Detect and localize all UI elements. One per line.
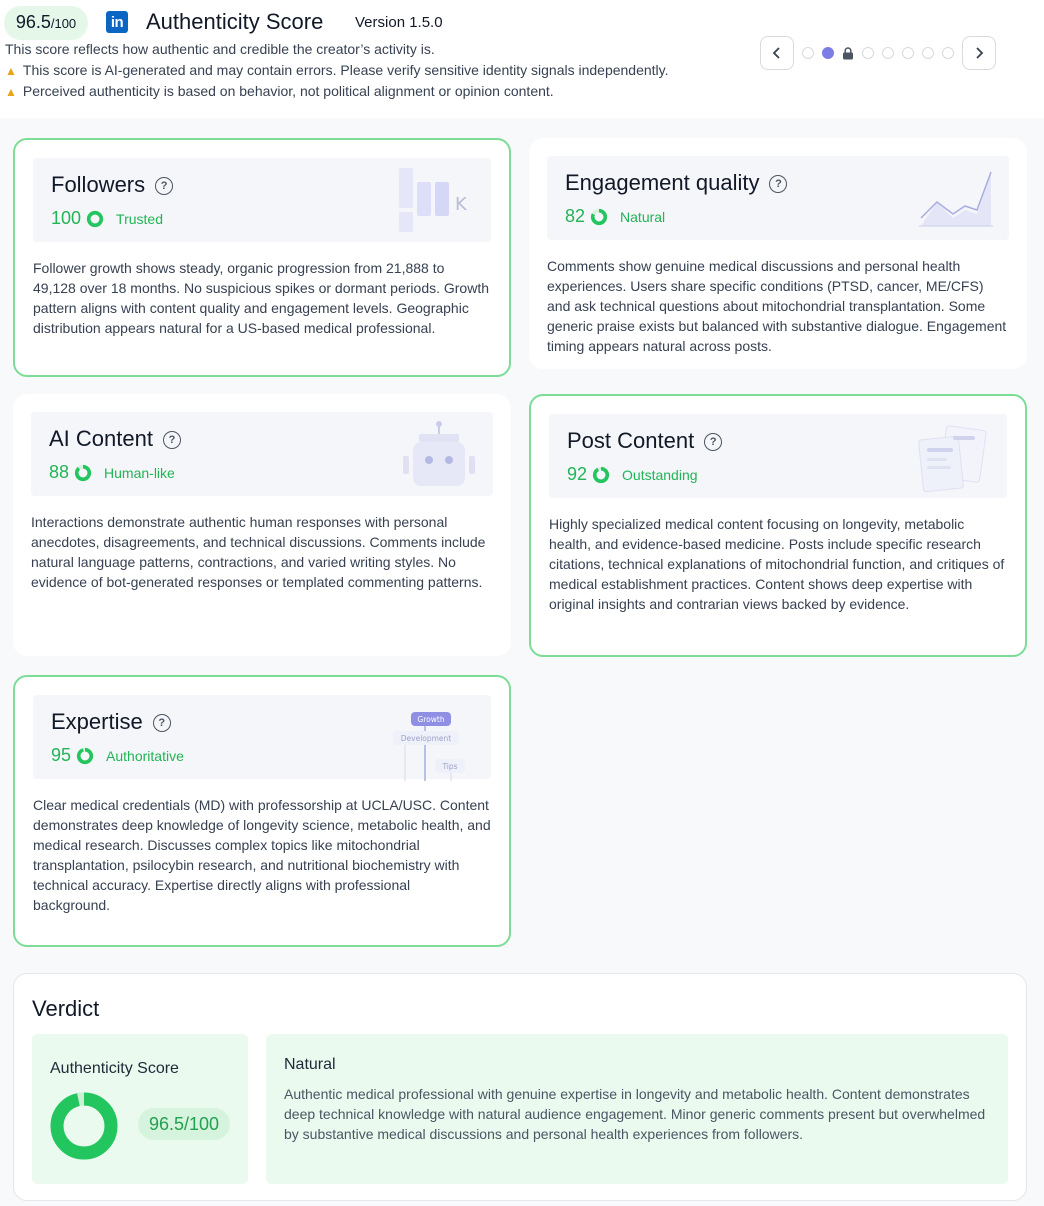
chevron-right-icon (973, 47, 985, 59)
expertise-card (13, 675, 511, 947)
overall-score-badge (4, 6, 88, 40)
tag-development: Development (400, 734, 452, 743)
followers-score (51, 208, 163, 229)
pager-dot-locked[interactable] (842, 47, 854, 59)
expertise-score (51, 745, 184, 766)
followers-card-header (33, 158, 491, 242)
overall-score-suffix: /100 (50, 16, 77, 31)
ai-content-description: Interactions demonstrate authentic human responses with personal anecdotes, disagreements, and technical discussions. Comments include natural language patterns, contractions, and varied writing styles. No evidence of bot-generated responses or templated commenting patterns. (31, 514, 486, 590)
followers-card (13, 138, 511, 377)
pager-dot[interactable] (922, 47, 934, 59)
expertise-title: Expertise (51, 709, 143, 734)
expertise-card-header (33, 695, 491, 779)
previous-button[interactable] (760, 36, 794, 70)
page-title: Authenticity Score (146, 9, 324, 34)
verdict-summary-box (266, 1034, 1008, 1184)
help-icon[interactable]: ? (153, 714, 171, 732)
next-button[interactable] (962, 36, 996, 70)
expertise-score-value: 95 (51, 745, 72, 765)
help-icon[interactable]: ? (163, 431, 181, 449)
warning-icon: ▲ (5, 64, 17, 78)
verdict-score-label: Authenticity Score (50, 1060, 179, 1077)
documents-illustration-icon (913, 420, 993, 498)
verdict-summary-body: Authentic medical professional with genuine expertise in longevity and metabolic health. Content demonstrates deep technical knowledge with natural audience engagement. Minor generic comments present but overwhelmed by substantive medical discussions and personal health experiences from followers. (284, 1086, 986, 1142)
pager-dot-active[interactable] (822, 47, 834, 59)
pager-dot[interactable] (942, 47, 954, 59)
expertise-score-label: Authoritative (106, 747, 184, 764)
score-ring-icon (590, 208, 608, 226)
followers-score-label: Trusted (116, 210, 163, 227)
warning-ai-generated: ▲ This score is AI-generated and may contain errors. Please verify sensitive identity signals independently. (5, 62, 669, 78)
pager-dot[interactable] (882, 47, 894, 59)
pager-dot[interactable] (902, 47, 914, 59)
ai-content-score (49, 462, 175, 483)
followers-description: Follower growth shows steady, organic progression from 21,888 to 49,128 over 18 months. No suspicious spikes or dormant periods. Growth pattern aligns with content quality and engagement levels. Geographic distribution appears natural for a US-based medical professional. (33, 260, 490, 336)
lock-icon (842, 47, 854, 60)
ai-content-card-header (31, 412, 493, 496)
verdict-summary-title: Natural (284, 1056, 336, 1073)
ai-content-card (13, 394, 511, 656)
post-content-card (529, 394, 1027, 657)
expertise-description: Clear medical credentials (MD) with professorship at UCLA/USC. Content demonstrates deep knowledge of longevity science, metabolic health, and medical research. Discusses complex topics like mitochondrial transplantation, psilocybin research, and nutritional biochemistry with technical accuracy. Expertise directly aligns with professional background. (33, 797, 491, 913)
score-description: This score reflects how authentic and credible the creator’s activity is. (5, 41, 435, 57)
engagement-score-value: 82 (565, 206, 586, 226)
verdict-score-ring-icon (48, 1090, 120, 1162)
score-ring-icon (76, 747, 94, 765)
verdict-title: Verdict (32, 996, 100, 1021)
score-ring-icon (74, 464, 92, 482)
robot-illustration-icon (399, 418, 479, 494)
verdict-section (13, 973, 1027, 1201)
engagement-card-header (547, 156, 1009, 240)
tags-illustration-icon (393, 701, 475, 785)
tag-growth: Growth (417, 715, 445, 724)
help-icon[interactable]: ? (769, 175, 787, 193)
post-content-description: Highly specialized medical content focusing on longevity, metabolic health, and evidence-based medicine. Posts include specific research citations, technical explanations of mitochondrial function, and critiques of medical establishment practices. Content shows deep expertise with original insights and contrarian views backed by evidence. (549, 516, 1005, 612)
tag-tips: Tips (442, 762, 458, 771)
pager-dot[interactable] (862, 47, 874, 59)
engagement-title: Engagement quality (565, 170, 760, 195)
followers-score-value: 100 (51, 208, 82, 228)
ai-content-score-label: Human-like (104, 464, 175, 481)
pager-dots (802, 47, 954, 59)
ai-content-score-value: 88 (49, 462, 70, 482)
post-content-title: Post Content (567, 428, 695, 453)
linkedin-logo-icon: in (106, 11, 128, 33)
post-content-score-label: Outstanding (622, 466, 698, 483)
verdict-score-value: 96.5/100 (138, 1108, 230, 1140)
score-ring-icon (86, 210, 104, 228)
art-letter: K (455, 194, 467, 215)
score-ring-icon (592, 466, 610, 484)
warning-perceived-authenticity: ▲ Perceived authenticity is based on behavior, not political alignment or opinion content. (5, 83, 554, 99)
post-content-score (567, 464, 698, 485)
engagement-description: Comments show genuine medical discussions and personal health experiences. Users share specific conditions (PTSD, cancer, ME/CFS) and ask technical questions about mitochondrial transplantation. Some generic praise exists but balanced with substantive dialogue. Engagement timing appears natural across posts. (547, 258, 1007, 354)
chevron-left-icon (771, 47, 783, 59)
ai-content-title: AI Content (49, 426, 153, 451)
overall-score-value: 96.5 (15, 12, 51, 32)
engagement-score (565, 206, 665, 227)
engagement-card (529, 138, 1027, 369)
engagement-score-label: Natural (620, 208, 666, 225)
help-icon[interactable]: ? (704, 433, 722, 451)
post-content-card-header (549, 414, 1007, 498)
bar-chart-illustration-icon (397, 164, 477, 240)
version-label: Version 1.5.0 (355, 14, 443, 31)
post-content-score-value: 92 (567, 464, 588, 484)
warning-icon: ▲ (5, 85, 17, 99)
pager-dot[interactable] (802, 47, 814, 59)
header (0, 0, 1044, 118)
score-pager (760, 36, 996, 70)
verdict-score-box (32, 1034, 248, 1184)
help-icon[interactable]: ? (155, 177, 173, 195)
followers-title: Followers (51, 172, 146, 197)
area-chart-illustration-icon (915, 162, 995, 236)
